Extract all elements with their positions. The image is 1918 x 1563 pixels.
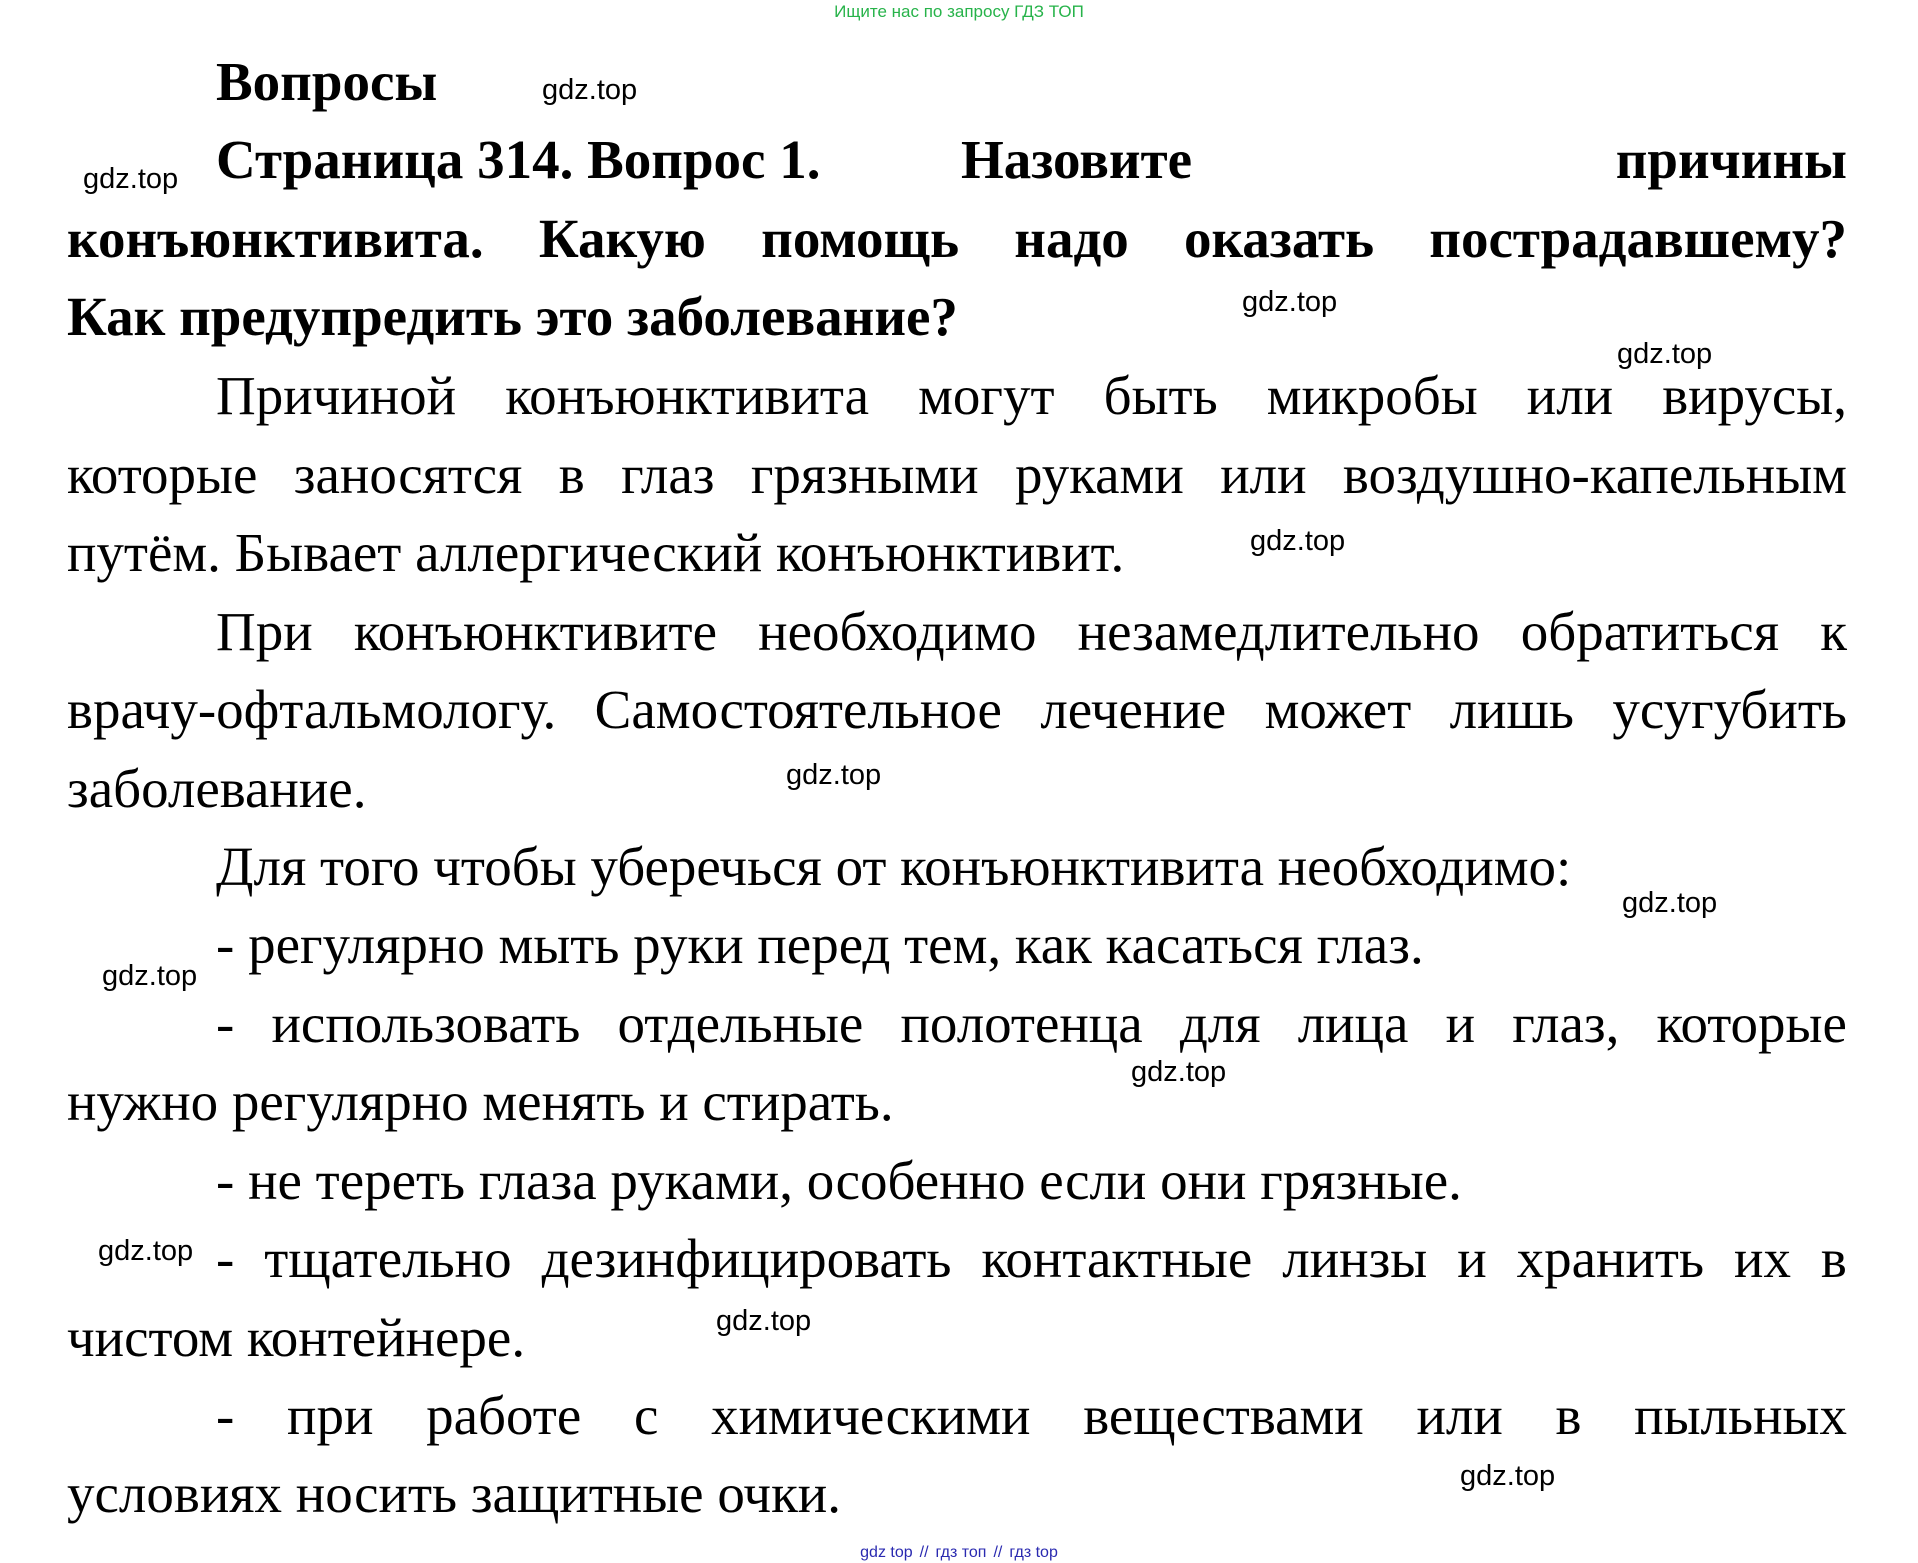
list-item-1: - регулярно мыть руки перед тем, как касаться глаз. (216, 914, 1424, 975)
word: надо (1014, 208, 1129, 269)
word: помощь (761, 208, 960, 269)
watermark: gdz.top (1131, 1056, 1227, 1088)
word: оказать (1183, 208, 1375, 269)
word: отдельные (617, 993, 864, 1054)
watermark: gdz.top (716, 1305, 812, 1337)
word: с (633, 1385, 659, 1446)
word: пыльных (1634, 1385, 1847, 1446)
word: грязными (750, 444, 979, 505)
word: незамедлительно (1077, 601, 1480, 662)
word: лишь (1449, 679, 1574, 740)
word: - (216, 1385, 235, 1446)
footer-links (0, 1544, 1918, 1562)
word: может (1264, 679, 1412, 740)
word: веществами (1083, 1385, 1364, 1446)
word: воздушно-капельным (1342, 444, 1847, 505)
word: в (1555, 1385, 1582, 1446)
word: глаз, (1512, 993, 1620, 1054)
word: использовать (271, 993, 581, 1054)
watermark: gdz.top (1617, 338, 1713, 370)
word: их (1734, 1228, 1791, 1289)
question-prefix: Страница 314. Вопрос 1. (216, 129, 821, 190)
word: Самостоятельное (594, 679, 1002, 740)
word: в (1820, 1228, 1847, 1289)
word: быть (1103, 365, 1218, 426)
list-item-4-line-1 (216, 1227, 1847, 1291)
word: к (1820, 601, 1847, 662)
p2-line-2 (67, 678, 1847, 742)
word: или (1220, 444, 1307, 505)
word: или (1416, 1385, 1503, 1446)
p1-line-3: путём. Бывает аллергический конъюнктивит. (67, 522, 1125, 583)
word: необходимо (758, 601, 1037, 662)
footer-link[interactable]: гдз топ (935, 1544, 987, 1561)
word: линзы (1282, 1228, 1428, 1289)
top-search-banner: Ищите нас по запросу ГДЗ ТОП (834, 2, 1084, 21)
word: микробы (1266, 365, 1478, 426)
watermark: gdz.top (1460, 1460, 1556, 1492)
p2-line-3: заболевание. (67, 758, 367, 819)
word: лица (1297, 993, 1409, 1054)
watermark: gdz.top (1622, 887, 1718, 919)
watermark: gdz.top (1242, 286, 1338, 318)
list-item-2-line-1 (216, 992, 1847, 1056)
watermark: gdz.top (1250, 525, 1346, 557)
list-item-2-line-2: нужно регулярно менять и стирать. (67, 1071, 894, 1132)
question-line-3: Как предупредить это заболевание? (67, 286, 958, 347)
watermark: gdz.top (786, 759, 882, 791)
word: для (1179, 993, 1261, 1054)
watermark: gdz.top (102, 960, 198, 992)
p1-line-1 (216, 364, 1847, 428)
watermark: gdz.top (542, 74, 638, 106)
word: конъюнктивита. (67, 208, 484, 269)
word: При (216, 601, 313, 662)
word: могут (918, 365, 1055, 426)
word: которые (1656, 993, 1847, 1054)
footer-separator: // (919, 1544, 929, 1561)
word: заносятся (293, 444, 523, 505)
word: работе (426, 1385, 582, 1446)
word: вирусы, (1662, 365, 1847, 426)
word: лечение (1040, 679, 1227, 740)
list-item-4-line-2: чистом контейнере. (67, 1307, 526, 1368)
p3-line-1: Для того чтобы уберечься от конъюнктивита необходимо: (216, 836, 1572, 897)
word: конъюнктивита (505, 365, 870, 426)
watermark: gdz.top (83, 163, 179, 195)
question-word: причины (1615, 129, 1847, 190)
footer-separator: // (993, 1544, 1003, 1561)
list-item-5-line-1 (216, 1384, 1847, 1448)
word: тщательно (264, 1228, 512, 1289)
question-line-2 (67, 207, 1847, 271)
footer-link[interactable]: гдз top (1009, 1544, 1058, 1561)
word: Какую (538, 208, 706, 269)
word: руками (1014, 444, 1184, 505)
word: - (216, 1228, 235, 1289)
word: хранить (1516, 1228, 1705, 1289)
word: - (216, 993, 235, 1054)
word: врачу-офтальмологу. (67, 679, 557, 740)
question-line-1 (216, 128, 1847, 192)
word: дезинфицировать (541, 1228, 952, 1289)
word: полотенца (900, 993, 1143, 1054)
question-word: Назовите (961, 129, 1193, 190)
list-item-5-line-2: условиях носить защитные очки. (67, 1463, 841, 1524)
word: и (1445, 993, 1476, 1054)
word: и (1457, 1228, 1487, 1289)
watermark: gdz.top (98, 1235, 194, 1267)
p1-line-2 (67, 443, 1847, 507)
word: усугубить (1612, 679, 1847, 740)
word: обратиться (1520, 601, 1780, 662)
list-item-3: - не тереть глаза руками, особенно если они грязные. (216, 1150, 1462, 1211)
word: пострадавшему? (1429, 208, 1847, 269)
word: химическими (711, 1385, 1031, 1446)
section-heading: Вопросы (216, 51, 438, 112)
word: глаз (621, 444, 715, 505)
word: при (287, 1385, 374, 1446)
footer-link[interactable]: gdz top (860, 1544, 913, 1561)
word: или (1526, 365, 1614, 426)
word: в (558, 444, 585, 505)
word: которые (67, 444, 258, 505)
word: Причиной (216, 365, 457, 426)
p2-line-1 (216, 600, 1847, 664)
word: конъюнктивите (353, 601, 717, 662)
word: контактные (981, 1228, 1253, 1289)
